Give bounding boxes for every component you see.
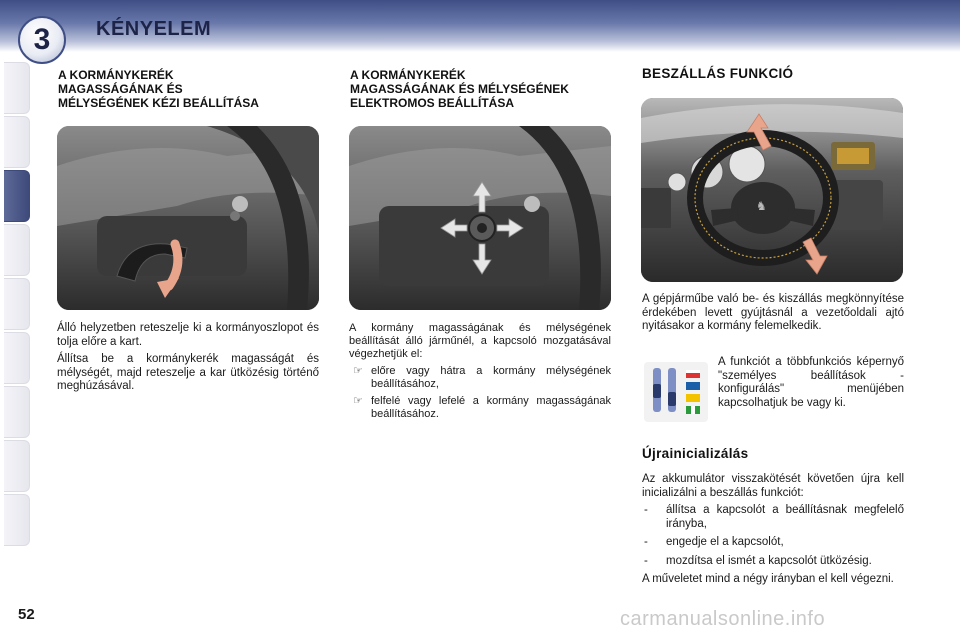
- chapter-tab-8[interactable]: [4, 440, 30, 492]
- page-number: 52: [18, 606, 35, 623]
- bullet-text: felfelé vagy lefelé a kormány magasságának beállításához.: [371, 395, 611, 420]
- electric-switch-illustration: [349, 126, 611, 310]
- chapter-tab-strip: [0, 62, 34, 582]
- chapter-tab-1[interactable]: [4, 62, 30, 114]
- chapter-title: KÉNYELEM: [96, 18, 212, 40]
- dash-mark: -: [644, 536, 648, 548]
- entry-function-toggle-text: A funkciót a többfunkciós képernyő "személyes beállítások - konfigurálás" menüjében kapcsolhatjuk be vagy ki.: [718, 356, 904, 409]
- step-text: engedje el a kapcsolót,: [666, 536, 784, 548]
- paragraph: Álló helyzetben reteszelje ki a kormányoszlopot és tolja előre a kart.: [57, 322, 319, 348]
- chapter-tab-7[interactable]: [4, 386, 30, 438]
- steering-column-lever-illustration: [57, 126, 319, 310]
- chapter-tab-2[interactable]: [4, 116, 30, 168]
- paragraph: Az akkumulátor visszakötését követően újra kell inicializálni a beszállás funkciót:: [642, 473, 904, 499]
- pointing-hand-icon: ☞: [353, 365, 363, 377]
- electric-switch-photo: [349, 126, 611, 310]
- manual-adjustment-text: [57, 322, 319, 398]
- chapter-tab-4[interactable]: [4, 224, 30, 276]
- title-line: ELEKTROMOS BEÁLLÍTÁSA: [350, 96, 514, 110]
- title-line: MAGASSÁGÁNAK ÉS: [58, 82, 183, 96]
- reinitialisation-heading: Újrainicializálás: [642, 446, 749, 461]
- steering-wheel-photo: [641, 98, 903, 282]
- pointing-hand-icon: ☞: [353, 395, 363, 407]
- list-item: [642, 555, 904, 569]
- reinitialisation-text: [642, 473, 904, 591]
- dash-mark: -: [644, 504, 648, 516]
- electric-adjustment-title: [350, 68, 620, 110]
- entry-function-heading: BESZÁLLÁS FUNKCIÓ: [642, 66, 794, 81]
- settings-sliders-icon: [644, 362, 708, 422]
- list-item: [642, 504, 904, 531]
- list-item: [642, 536, 904, 550]
- adjustment-bullets: [349, 365, 611, 421]
- step-text: állítsa a kapcsolót a beállításnak megfelelő irányba,: [666, 504, 904, 530]
- list-item: [349, 395, 611, 421]
- chapter-number-badge: [18, 16, 66, 64]
- svg-text:♞: ♞: [756, 199, 767, 213]
- title-line: MAGASSÁGÁNAK ÉS MÉLYSÉGÉNEK: [350, 82, 569, 96]
- manual-adjustment-title: [58, 68, 328, 110]
- multifunction-display-icon: [644, 362, 708, 422]
- chapter-number: 3: [33, 23, 51, 56]
- step-text: mozdítsa el ismét a kapcsolót ütközésig.: [666, 554, 872, 567]
- entry-function-description: A gépjárműbe való be- és kiszállás megkönnyítése érdekében levett gyújtásnál a vezetőoldali ajtó nyitásakor a kormány felemelkedik.: [642, 293, 904, 332]
- paragraph: A műveletet mind a négy irányban el kell végezni.: [642, 573, 894, 585]
- steering-wheel-illustration: [641, 98, 903, 282]
- bullet-text: előre vagy hátra a kormány mélységének beállításához,: [371, 365, 611, 390]
- dash-mark: -: [644, 554, 648, 567]
- title-line: MÉLYSÉGÉNEK KÉZI BEÁLLÍTÁSA: [58, 96, 259, 110]
- electric-adjustment-text: [349, 322, 611, 425]
- title-line: A KORMÁNYKERÉK: [58, 68, 174, 82]
- reinitialisation-steps: [642, 504, 904, 568]
- chapter-tab-5[interactable]: [4, 278, 30, 330]
- watermark: carmanualsonline.info: [620, 608, 826, 630]
- list-item: [349, 365, 611, 391]
- chapter-tab-3-active[interactable]: [4, 170, 30, 222]
- manual-lever-photo: [57, 126, 319, 310]
- chapter-tab-6[interactable]: [4, 332, 30, 384]
- paragraph: Állítsa be a kormánykerék magasságát és mélységét, majd reteszelje a kar ütközésig történő meghúzásával.: [57, 353, 319, 392]
- paragraph: A kormány magasságának és mélységének beállítását álló járműnél, a kapcsoló mozgatásával végezhetjük el:: [349, 322, 611, 360]
- chapter-tab-9[interactable]: [4, 494, 30, 546]
- title-line: A KORMÁNYKERÉK: [350, 68, 466, 82]
